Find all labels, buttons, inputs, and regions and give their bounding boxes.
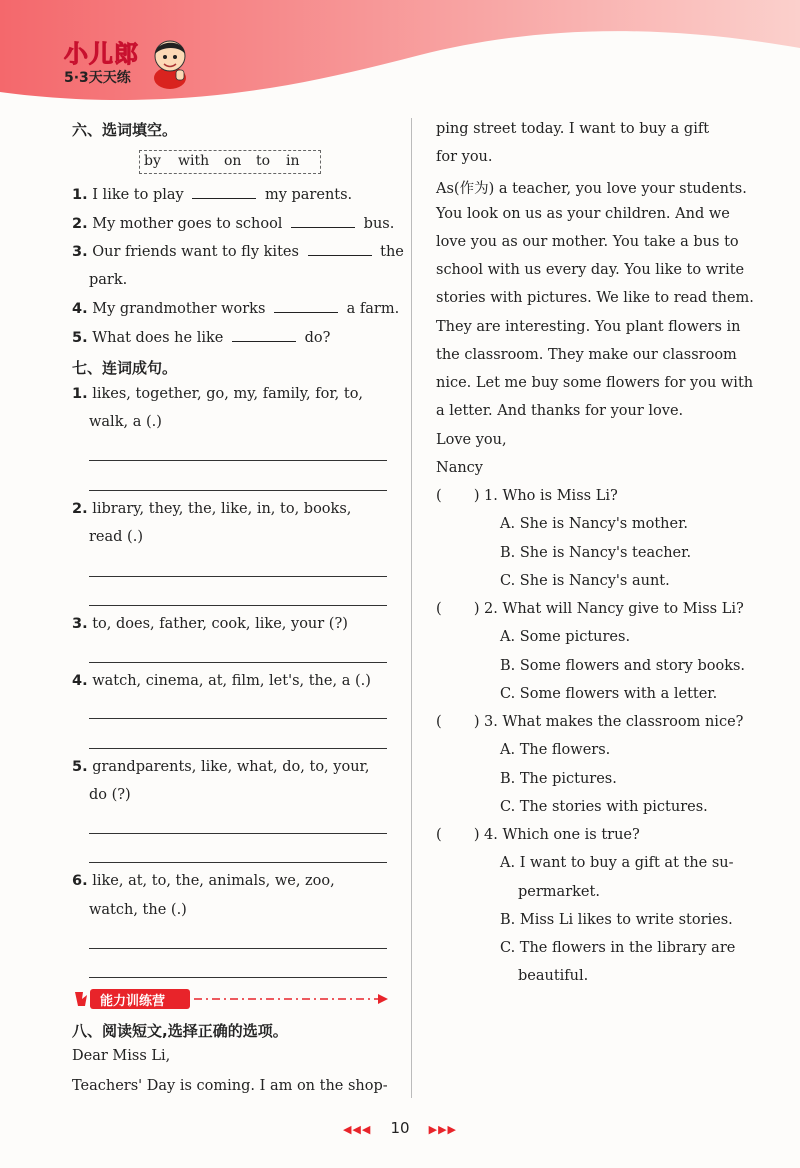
fill-item-3 <box>72 243 404 260</box>
item-number: 5. <box>72 759 88 775</box>
sentence-item-1 <box>72 386 363 402</box>
item-number: 5. <box>72 330 88 346</box>
passage-line: They are interesting. You plant flowers in <box>436 319 741 335</box>
banner-label: 能力训练营 <box>100 994 166 1009</box>
page-footer <box>0 1118 800 1137</box>
item-words-continued: do (?) <box>89 787 131 803</box>
item-text: What does he like <box>92 330 224 346</box>
option[interactable]: A. She is Nancy's mother. <box>500 516 689 532</box>
fill-item-4 <box>72 300 399 317</box>
word-bank-item: by <box>144 153 161 169</box>
item-number: 1. <box>72 386 88 402</box>
answer-line[interactable] <box>89 977 387 978</box>
answer-blank[interactable] <box>308 243 372 256</box>
answer-line[interactable] <box>89 948 387 949</box>
option[interactable]: C. Some flowers with a letter. <box>500 686 718 702</box>
option[interactable]: C. She is Nancy's aunt. <box>500 573 670 589</box>
answer-parens[interactable]: ( ) <box>436 714 480 730</box>
mascot-icon <box>148 34 192 90</box>
page-number: 10 <box>390 1119 410 1137</box>
option[interactable]: A. Some pictures. <box>500 629 631 645</box>
item-words-continued: read (.) <box>89 529 143 545</box>
question-4: 4. Which one is true? <box>484 827 640 843</box>
passage-line: school with us every day. You like to write <box>436 262 745 278</box>
passage-line: Teachers' Day is coming. I am on the shop- <box>72 1078 388 1094</box>
item-text: Our friends want to fly kites <box>92 244 299 260</box>
answer-parens[interactable]: ( ) <box>436 488 480 504</box>
word-bank-item: on <box>224 153 242 169</box>
item-text: a farm. <box>346 301 400 317</box>
option[interactable]: C. The stories with pictures. <box>500 799 708 815</box>
prev-arrows-icon: ◀◀◀ <box>342 1123 372 1136</box>
item-number: 4. <box>72 301 88 317</box>
sentence-item-5 <box>72 759 369 775</box>
option[interactable]: A. The flowers. <box>500 742 611 758</box>
item-words: like, at, to, the, animals, we, zoo, <box>92 873 335 889</box>
option[interactable]: C. The flowers in the library are <box>500 940 736 956</box>
answer-line[interactable] <box>89 460 387 461</box>
answer-line[interactable] <box>89 833 387 834</box>
option[interactable]: A. I want to buy a gift at the su- <box>500 855 734 871</box>
item-words: likes, together, go, my, family, for, to, <box>92 386 364 402</box>
answer-line[interactable] <box>89 748 387 749</box>
question-1: 1. Who is Miss Li? <box>484 488 618 504</box>
option[interactable]: B. Miss Li likes to write stories. <box>500 912 733 928</box>
answer-line[interactable] <box>89 490 387 491</box>
sentence-item-4 <box>72 673 371 689</box>
next-arrows-icon: ▶▶▶ <box>428 1123 458 1136</box>
option-continued: beautiful. <box>518 968 589 984</box>
passage-line: As(作为) a teacher, you love your students. <box>436 181 747 197</box>
brand-logo <box>64 34 139 87</box>
fill-item-5 <box>72 329 330 346</box>
passage-line: stories with pictures. We like to read them. <box>436 290 754 306</box>
option[interactable]: B. Some flowers and story books. <box>500 658 746 674</box>
item-text: do? <box>304 330 331 346</box>
answer-line[interactable] <box>89 576 387 577</box>
brand-subtitle: 5·3天天练 <box>64 70 131 86</box>
column-divider <box>411 118 412 1098</box>
passage-line: nice. Let me buy some flowers for you with <box>436 375 754 391</box>
sentence-item-2 <box>72 501 351 517</box>
option[interactable]: B. She is Nancy's teacher. <box>500 545 692 561</box>
question-3: 3. What makes the classroom nice? <box>484 714 744 730</box>
brand-title: 小儿郎 <box>64 40 139 68</box>
item-words: to, does, father, cook, like, your (?) <box>92 616 348 632</box>
item-text: the <box>380 244 404 260</box>
item-number: 3. <box>72 616 88 632</box>
item-words: grandparents, like, what, do, to, your, <box>92 759 370 775</box>
item-text: My grandmother works <box>92 301 266 317</box>
item-number: 1. <box>72 187 88 203</box>
section6-heading: 六、选词填空。 <box>72 121 178 139</box>
sentence-item-3 <box>72 616 348 632</box>
answer-line[interactable] <box>89 718 387 719</box>
answer-blank[interactable] <box>291 215 355 228</box>
item-text: My mother goes to school <box>92 216 283 232</box>
item-words-continued: walk, a (.) <box>89 414 162 430</box>
item-text-continued: park. <box>89 272 128 288</box>
item-number: 4. <box>72 673 88 689</box>
sentence-item-6 <box>72 873 335 889</box>
fill-item-2 <box>72 215 394 232</box>
item-number: 6. <box>72 873 88 889</box>
passage-line: a letter. And thanks for your love. <box>436 403 684 419</box>
question-2: 2. What will Nancy give to Miss Li? <box>484 601 744 617</box>
answer-parens[interactable]: ( ) <box>436 827 480 843</box>
option-continued: permarket. <box>518 884 600 900</box>
passage-line: for you. <box>436 149 493 165</box>
item-text: my parents. <box>264 187 353 203</box>
section-banner <box>72 988 392 1014</box>
letter-salutation: Dear Miss Li, <box>72 1048 171 1064</box>
answer-blank[interactable] <box>192 186 256 199</box>
letter-closing: Love you, <box>436 432 507 448</box>
item-number: 2. <box>72 216 88 232</box>
section7-heading: 七、连词成句。 <box>72 359 178 377</box>
passage-line <box>436 121 749 137</box>
item-words-continued: watch, the (.) <box>89 902 187 918</box>
letter-signature: Nancy <box>436 460 483 476</box>
answer-line[interactable] <box>89 862 387 863</box>
passage-line: love you as our mother. You take a bus to <box>436 234 739 250</box>
item-words: watch, cinema, at, film, let's, the, a (.) <box>92 673 371 689</box>
item-number: 2. <box>72 501 88 517</box>
answer-line[interactable] <box>89 605 387 606</box>
word-bank-item: to <box>256 153 271 169</box>
answer-blank[interactable] <box>232 329 296 342</box>
passage-text: ping street today. I want to buy a gift <box>436 121 710 137</box>
word-bank-item: with <box>178 153 210 169</box>
passage-line: You look on us as your children. And we <box>436 206 730 222</box>
answer-parens[interactable]: ( ) <box>436 601 480 617</box>
item-number: 3. <box>72 244 88 260</box>
answer-line[interactable] <box>89 662 387 663</box>
item-words: library, they, the, like, in, to, books, <box>92 501 352 517</box>
item-text: bus. <box>363 216 395 232</box>
word-bank <box>139 150 321 174</box>
section8-heading: 八、阅读短文,选择正确的选项。 <box>72 1022 288 1040</box>
option[interactable]: B. The pictures. <box>500 771 617 787</box>
word-bank-item: in <box>286 153 300 169</box>
passage-line: the classroom. They make our classroom <box>436 347 737 363</box>
fill-item-1 <box>72 186 352 203</box>
answer-blank[interactable] <box>274 300 338 313</box>
item-text: I like to play <box>92 187 184 203</box>
